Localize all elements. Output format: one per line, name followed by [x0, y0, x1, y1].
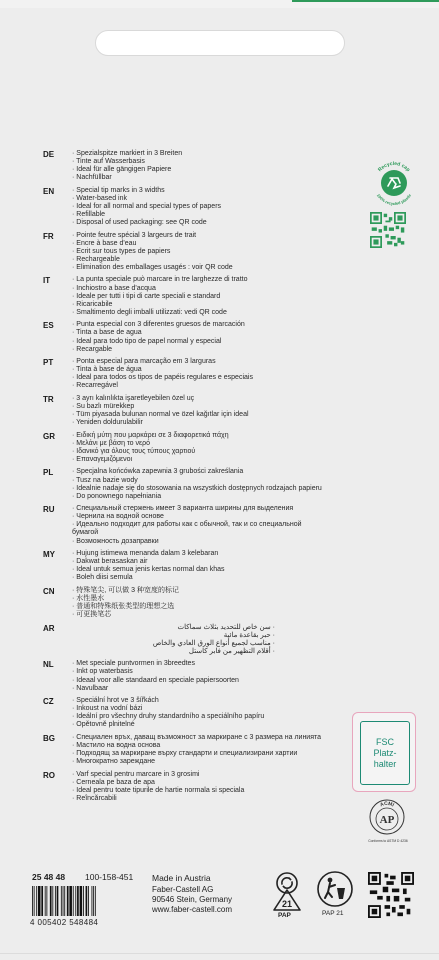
barcode-bar [83, 886, 84, 916]
fsc-placeholder-text: FSC Platz- halter [373, 736, 397, 769]
language-line: · Мастило на водна основа [72, 741, 161, 749]
barcode-bar [61, 886, 62, 916]
language-list [43, 150, 363, 807]
language-line: · Recargable [72, 345, 113, 353]
language-line: · Reîncărcabili [72, 794, 117, 802]
product-qr-code-icon[interactable] [368, 872, 414, 918]
language-line: · Ideální pro všechny druhy standardního a speciálního papíru [72, 713, 265, 721]
sku-number: 100-158-451 [85, 872, 134, 882]
barcode-bar [55, 886, 56, 916]
language-lines [72, 468, 363, 500]
language-line: · Navulbaar [72, 684, 109, 692]
language-lines [72, 771, 363, 803]
language-section-my [43, 550, 363, 582]
language-line: · Refillable [72, 211, 106, 219]
language-code: EN [43, 186, 55, 196]
language-line: · Tinta a base de agua [72, 329, 142, 337]
language-section-tr [43, 395, 363, 427]
language-line: · Inkoust na vodní bázi [72, 705, 143, 713]
language-line: · Идеально подходит для работы как с обычной, так и со специальной [72, 521, 302, 529]
barcode-bar [50, 886, 52, 916]
language-line: · Hujung istimewa menanda dalam 3 kelebaran [72, 550, 219, 558]
barcode-bar [32, 886, 33, 916]
language-line: · Rechargeable [72, 255, 120, 263]
language-line: · 可更换笔芯 [72, 611, 112, 619]
pap-number-text: 21 [281, 899, 293, 909]
language-line: · Подходящ за маркиране върху стандарти и специализирани хартии [72, 750, 298, 758]
language-code: DE [43, 150, 55, 159]
barcode-bar [45, 886, 46, 916]
barcode-bar [92, 886, 93, 916]
language-section-ro [43, 771, 363, 803]
language-lines [72, 734, 363, 766]
language-line: · Idealnie nadaje się do stosowania na wszystkich dostępnych rodzajach papieru [72, 484, 322, 492]
barcode-bar [38, 886, 41, 916]
language-line: · Specjalna końcówka zapewnia 3 grubości zakreślania [72, 468, 244, 476]
language-section-ru [43, 505, 363, 545]
language-line: · Специальный стержень имеет 3 варианта ширины для выделения [72, 505, 294, 513]
language-section-es [43, 321, 363, 353]
language-line: · Возможность дозаправки [72, 537, 159, 545]
language-line: · Special tip marks in 3 widths [72, 186, 165, 194]
language-lines [72, 187, 363, 227]
barcode-bar [41, 886, 43, 916]
barcode-bar [80, 886, 83, 916]
language-section-de [43, 150, 363, 182]
language-line: · Μελάνι με βάση το νερό [72, 439, 150, 447]
pap-21-label: PAP 21 [322, 910, 344, 917]
language-lines [72, 321, 363, 353]
language-section-fr [43, 232, 363, 272]
pap-21-triangle-icon [272, 888, 302, 912]
language-line: · Ideale per tutti i tipi di carte speciali e standard [72, 292, 221, 300]
language-line: · Inchiostro a base d'acqua [72, 284, 156, 292]
language-lines [72, 358, 363, 390]
language-line: · Специален връх, даващ възможност за маркиране с 3 размера на линията [72, 733, 322, 741]
language-code: PL [43, 468, 54, 478]
language-line: · Tüm piyasada bulunan normal ve özel kağıtlar için ideal [72, 411, 249, 419]
language-line: · Su bazlı mürekkep [72, 402, 135, 410]
language-line: · Met speciale puntvormen in 3breedtes [72, 660, 195, 668]
language-section-cz [43, 697, 363, 729]
language-line: · Punta especial con 3 diferentes gruesos de marcación [72, 321, 245, 329]
language-line: · Smaltimento degli imballi utilizzati: vedi QR code [72, 308, 227, 316]
acmi-arc-text: ACMI [379, 800, 395, 809]
language-line: · Tinte auf Wasserbasis [72, 158, 145, 166]
language-line: · Cerneala pe baza de apa [72, 778, 155, 786]
language-line: · 3 ayrı kalınlıkta işaretleyebilen özel uç [72, 394, 195, 402]
language-line: · Water-based ink [72, 194, 127, 202]
barcode-bar [73, 886, 74, 916]
barcode-bar [46, 886, 47, 916]
top-accent-tab [292, 0, 439, 2]
language-lines [72, 587, 363, 619]
tidyman-disposal-icon [316, 870, 354, 908]
barcode-bar [57, 886, 59, 916]
language-section-cn [43, 587, 363, 619]
pap-label: PAP [278, 912, 291, 919]
language-line: · Recarregável [72, 382, 118, 390]
language-lines [72, 232, 363, 272]
language-line: · Ideal pentru toate tipurile de hartie normala si speciala [72, 786, 245, 794]
language-line: · Ideaal voor alle standaard en speciale papiersoorten [72, 676, 239, 684]
hang-hole [95, 30, 345, 56]
language-code: NL [43, 660, 54, 670]
language-line: · Elimination des emballages usagés : voir QR code [72, 264, 233, 271]
language-line: · 普通和特殊纸张类型的理想之选 [72, 602, 175, 610]
language-lines [72, 150, 363, 182]
language-section-pt [43, 358, 363, 390]
barcode-bar [34, 886, 35, 916]
language-code: IT [43, 276, 51, 286]
language-line: · Ideal para todos os tipos de papéis regulares e especiais [72, 374, 253, 382]
recycled-cap-text: Recycled cap [377, 160, 411, 174]
barcode-bar [63, 886, 64, 916]
language-line: · Dakwat berasaskan air [72, 558, 148, 566]
language-line: · Чернила на водной основе [72, 513, 164, 521]
language-code: RO [43, 770, 55, 780]
language-line: · Ecrit sur tous types de papiers [72, 247, 171, 255]
disposal-qr-code-icon[interactable] [370, 212, 406, 248]
language-line: · La punta speciale può marcare in tre larghezze di tratto [72, 276, 248, 284]
recycled-cap-badge-icon [368, 157, 420, 209]
language-lines [72, 660, 363, 692]
language-code: CZ [43, 697, 54, 707]
ean-number: 4 005402 548484 [30, 918, 99, 927]
language-line: · Ideal für alle gängigen Papiere [72, 166, 172, 174]
language-line: · Speciální hrot ve 3 šířkách [72, 697, 159, 705]
svg-text:ACMI [379, 801, 395, 809]
language-line: · سن خاص للتحديد بثلاث سماكات [177, 623, 275, 631]
language-line: · Yeniden doldurulabilir [72, 419, 143, 427]
barcode-bar [75, 886, 76, 916]
language-line: · Tinta à base de água [72, 366, 142, 374]
language-line: · Spezialspitze markiert in 3 Breiten [72, 150, 183, 157]
language-section-it [43, 276, 363, 316]
language-lines [72, 697, 363, 729]
barcode-bar [67, 886, 69, 916]
language-line: · Ricaricabile [72, 300, 113, 308]
language-lines [72, 550, 363, 582]
language-code: BG [43, 733, 55, 743]
language-section-ar [43, 624, 363, 656]
acmi-ap-seal-icon [368, 798, 406, 836]
barcode-bar [69, 886, 72, 916]
manufacturer-address: Faber-Castell AG 90546 Stein, Germany www.faber-castell.com [152, 885, 233, 914]
language-code: PT [43, 358, 54, 368]
language-line: · Encre à base d'eau [72, 239, 137, 247]
language-section-en [43, 187, 363, 227]
language-line: бумагой [72, 529, 99, 537]
language-code: AR [43, 623, 55, 633]
language-line: · Varf special pentru marcare in 3 grosimi [72, 770, 200, 778]
article-number: 25 48 48 [32, 872, 66, 882]
language-line: · مناسب لجميع أنواع الورق العادي والخاص [152, 639, 275, 647]
barcode-bar [52, 886, 53, 916]
language-line: · Ideal para todo tipo de papel normal y especial [72, 337, 222, 345]
language-line: · Nachfüllbar [72, 174, 112, 182]
language-code: TR [43, 394, 54, 404]
language-line: · أقلام التظهير من فابر كاستل [188, 647, 275, 655]
language-code: FR [43, 231, 54, 241]
acmi-mark-text: AP [379, 814, 395, 826]
language-lines [72, 505, 363, 545]
language-line: · Ιδανικό για όλους τους τύπους χαρτιού [72, 447, 196, 455]
barcode-bar [93, 886, 94, 916]
language-section-gr [43, 432, 363, 464]
language-section-nl [43, 660, 363, 692]
language-code: CN [43, 586, 55, 596]
language-line: · Многократно зареждане [72, 758, 155, 766]
language-line: · Inkt op waterbasis [72, 668, 133, 676]
language-code: RU [43, 505, 55, 515]
language-line: · Ideal for all normal and special types of papers [72, 202, 222, 210]
language-lines [72, 624, 363, 656]
language-line: · Boleh diisi semula [72, 574, 133, 582]
astm-conformance-note: Conforms to ASTM D 4236 [368, 839, 408, 843]
language-code: GR [43, 431, 55, 441]
language-code: ES [43, 321, 54, 331]
language-line: · Do ponownego napełniania [72, 492, 162, 500]
barcode-bar [95, 886, 96, 916]
language-line: · Ειδική μύτη που μαρκάρει σε 3 διαφορετικά πάχη [72, 431, 229, 439]
language-lines [72, 395, 363, 427]
language-line: · Pointe feutre spécial 3 largeurs de trait [72, 231, 197, 239]
made-in-country: Made in Austria [152, 873, 211, 883]
language-line: · Επαναγεμιζόμενοι [72, 455, 133, 463]
language-lines [72, 276, 363, 316]
barcode-bar [64, 886, 65, 916]
language-line: · 特殊笔尖, 可以做 3 种宽度的标记 [72, 586, 179, 594]
barcode-bar [36, 886, 37, 916]
bottom-divider [0, 953, 439, 954]
recycled-plastic-text: 100% recycled plastic [375, 192, 413, 207]
language-line: · Ideal untuk semua jenis kertas normal dan khas [72, 566, 225, 574]
language-line: · Opětovně plnitelné [72, 721, 135, 729]
language-section-bg [43, 734, 363, 766]
language-line: · Ponta especial para marcação em 3 larguras [72, 358, 216, 366]
language-code: MY [43, 550, 55, 560]
fsc-placeholder-box [352, 712, 416, 792]
barcode-bar [86, 886, 88, 916]
language-section-pl [43, 468, 363, 500]
ean-barcode [32, 886, 138, 916]
language-lines [72, 432, 363, 464]
barcode-bar [88, 886, 89, 916]
barcode-bar [77, 886, 79, 916]
language-line: · 水性墨水 [72, 594, 105, 602]
language-line: · Disposal of used packaging: see QR code [72, 219, 207, 227]
language-line: · حبر بقاعدة مائية [223, 631, 275, 639]
fsc-inner-frame [360, 721, 410, 785]
language-line: · Tusz na bazie wody [72, 476, 138, 484]
